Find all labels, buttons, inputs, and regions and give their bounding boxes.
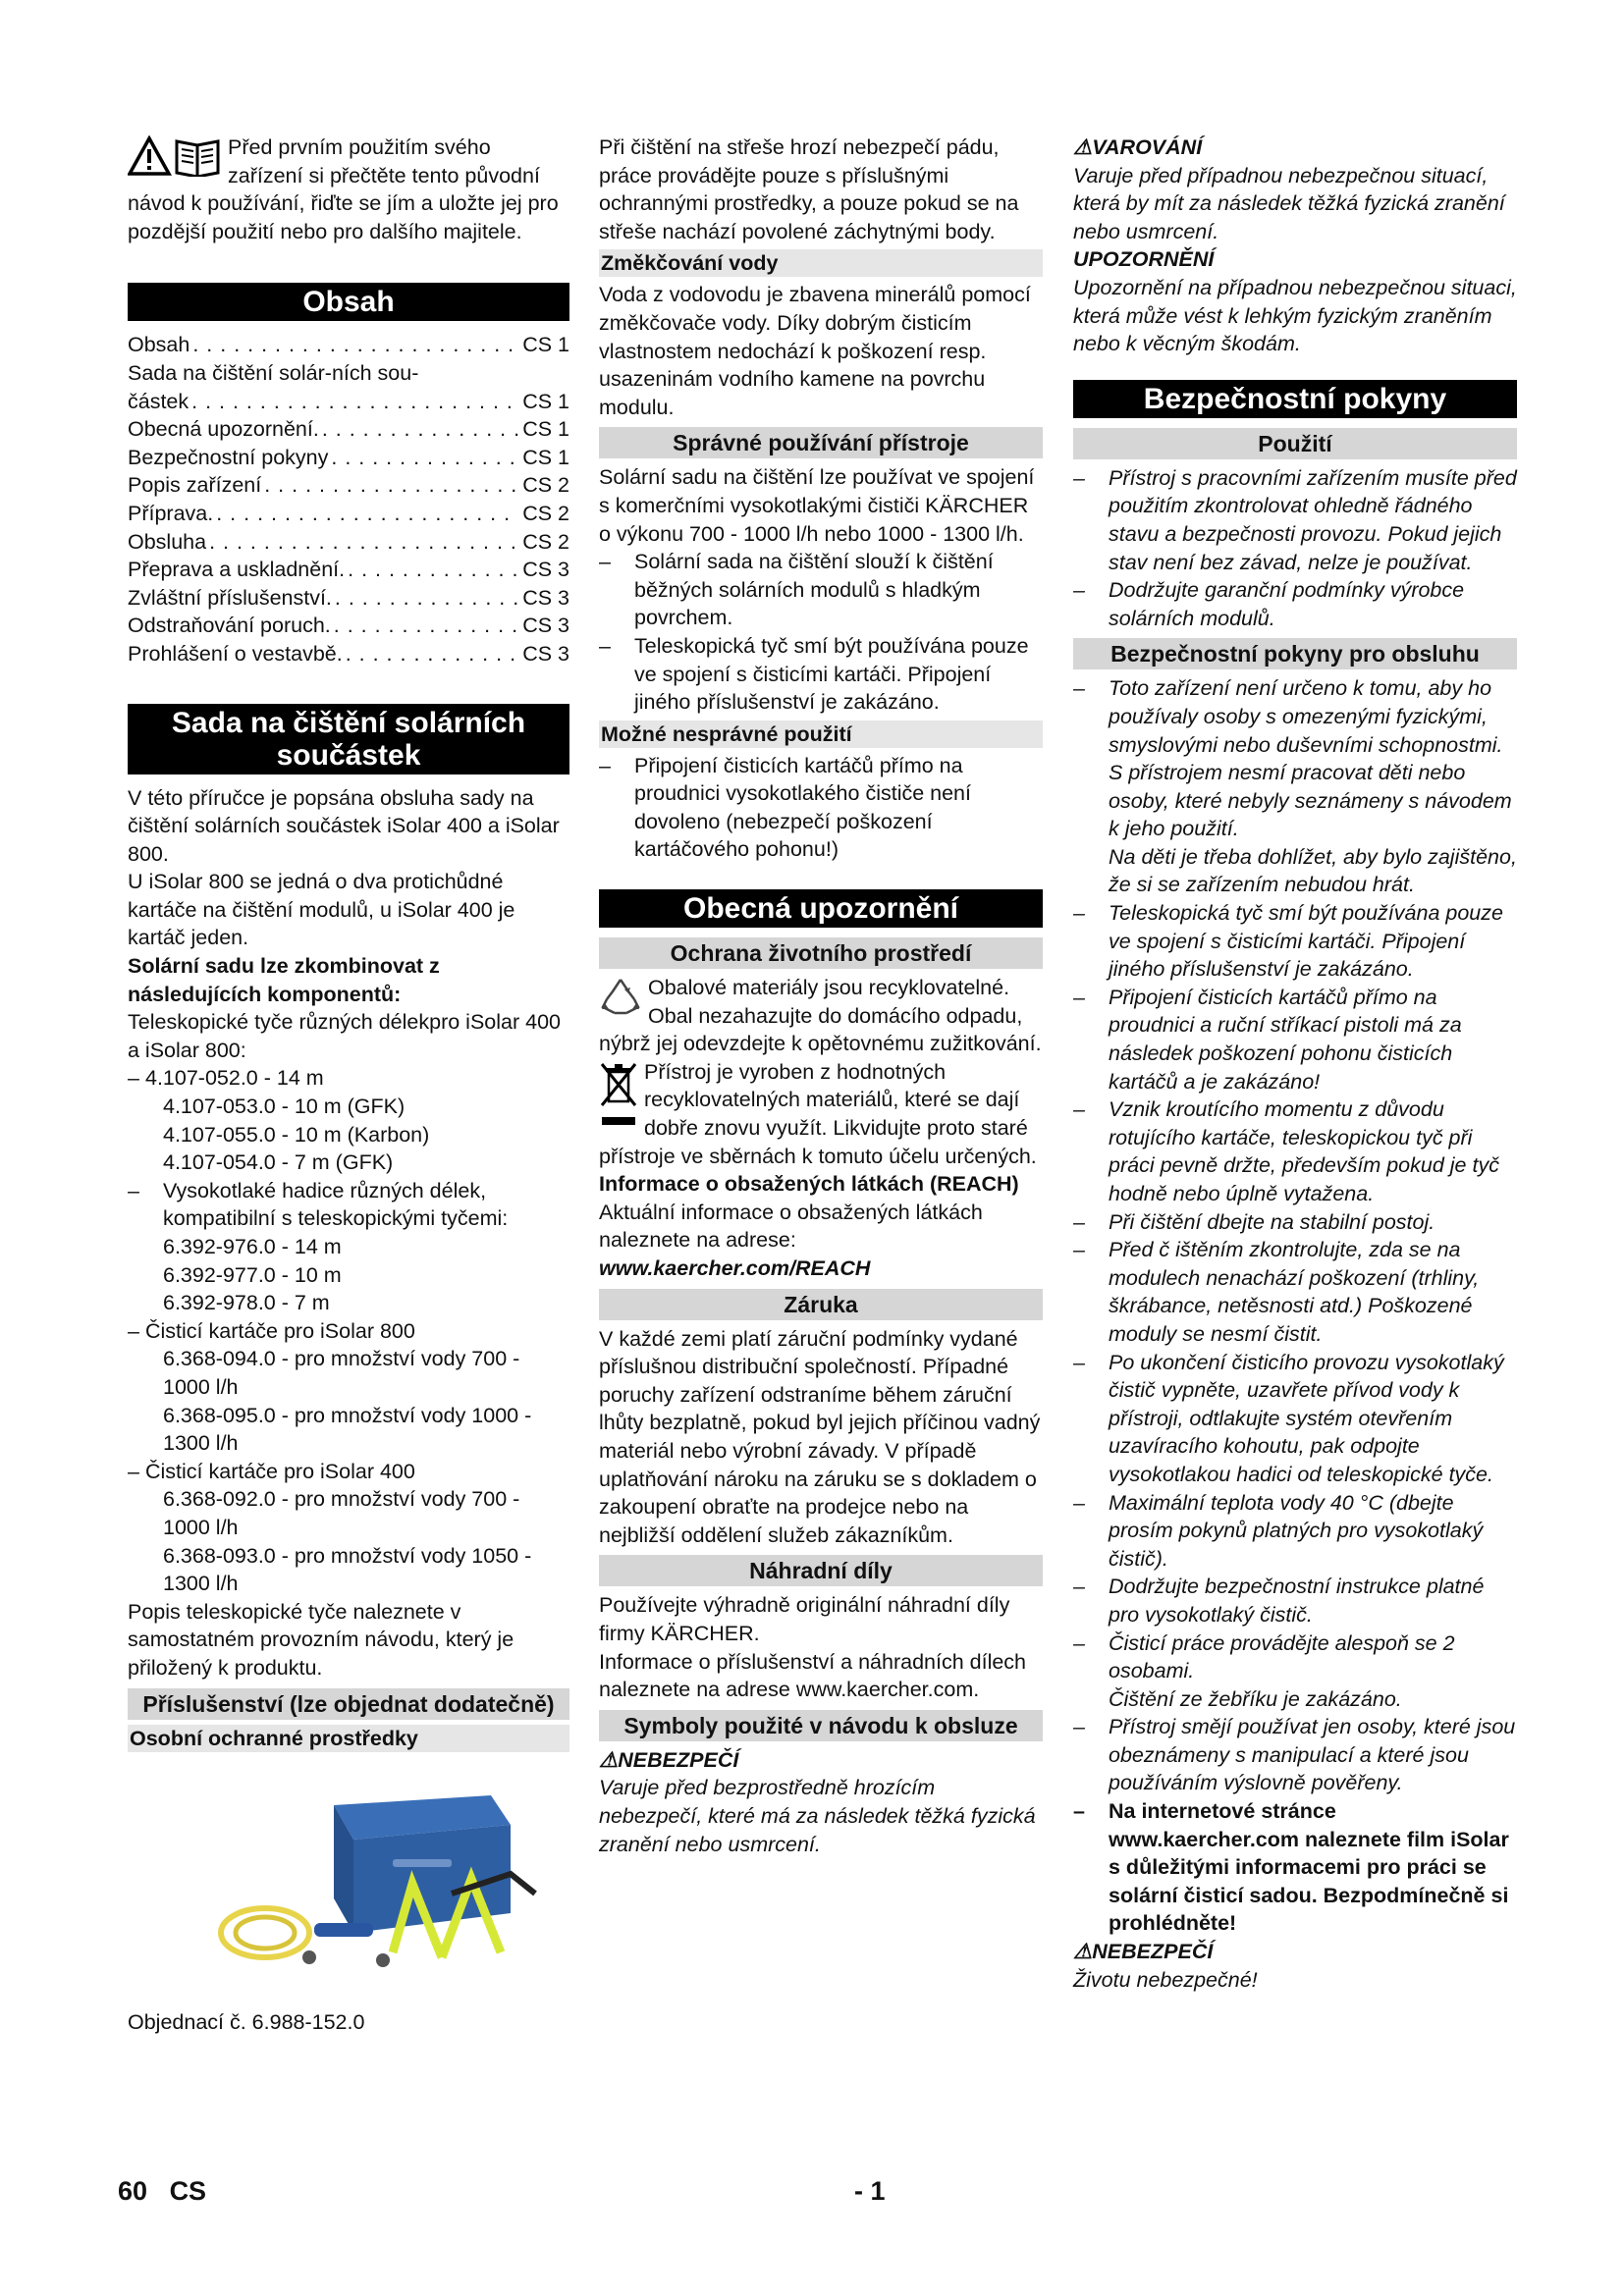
spare-parts-text: Informace o příslušenství a náhradních dílech naleznete na adrese www.kaercher.com. bbox=[599, 1649, 1027, 1702]
list-item: – Při čištění dbejte na stabilní postoj. bbox=[1073, 1209, 1435, 1234]
list-subitem: 6.392-976.0 - 14 m bbox=[163, 1235, 342, 1258]
warranty-text: V každé zemi platí záruční podmínky vydané příslušnou distribuční společností. Případné poruchy zařízení odstraníme během záruční lhůty bezplatně, pokud byl jejich příčinou vadný materiál nebo výrobní závady. V případě uplatňování nároku na záruku se s dokladem o zakoupení obraťte na prodejce nebo na nejbližší oddělení služeb zákazníkům. bbox=[599, 1326, 1041, 1547]
list-subitem: 6.368-095.0 - pro množství vody 1000 - 1300 l/h bbox=[163, 1403, 532, 1456]
list-item: – Maximální teplota vody 40 °C (dbejte prosím pokynů platných pro vysokotlaký čistič). bbox=[1073, 1490, 1484, 1571]
heading-general: Obecná upozornění bbox=[599, 889, 1043, 928]
danger-label: ⚠NEBEZPEČÍ bbox=[599, 1747, 739, 1772]
list-subitem: Čištění ze žebříku je zakázáno. bbox=[1109, 1686, 1402, 1711]
heading-correct-use: Správné používání přístroje bbox=[599, 427, 1043, 458]
recycling-icon bbox=[599, 976, 642, 1017]
heading-accessories: Příslušenství (lze objednat dodatečně) bbox=[128, 1688, 569, 1720]
order-number: Objednací č. 6.988-152.0 bbox=[128, 2010, 365, 2035]
warning-manual-icon bbox=[128, 135, 222, 177]
heading-water-softening: Změkčování vody bbox=[599, 249, 1043, 277]
caution-label: UPOZORNĚNÍ bbox=[1073, 247, 1215, 272]
toc-row[interactable]: Obsah . . . CS 1 bbox=[128, 331, 569, 359]
table-of-contents bbox=[128, 331, 569, 667]
roof-warning: Při čištění na střeše hrozí nebezpečí pádu, práce provádějte pouze s příslušnými ochrannými prostředky, a pouze pokud se na střeše nachází povolené záchytnými body. bbox=[599, 135, 1019, 243]
list-subitem: 6.368-093.0 - pro množství vody 1050 - 1300 l/h bbox=[163, 1543, 532, 1596]
crossed-bin-icon bbox=[599, 1060, 638, 1129]
warning-triangle-icon: ⚠ bbox=[1073, 1940, 1093, 1964]
toc-row[interactable]: Odstraňování poruch. . . . CS 3 bbox=[128, 612, 569, 640]
column-2 bbox=[599, 133, 1043, 1858]
list-item: – Čisticí práce provádějte alespoň se 2 osobami. bbox=[1073, 1630, 1455, 1683]
warning-text: Varuje před případnou nebezpečnou situací, která by mít za následek těžká fyzická zranění nebo usmrcení. bbox=[1073, 163, 1505, 243]
list-item: – Po ukončení čisticího provozu vysokotlaký čistič vypněte, uzavřete přívod vody k přístroji, odtlakujte systém otevřením uzavíracího kohoutu, pak odpojte vysokotlakou hadici od teleskopické tyče. bbox=[1073, 1350, 1504, 1486]
danger-text: Životu nebezpečné! bbox=[1073, 1967, 1258, 1992]
toc-row[interactable]: částek . . . CS 1 bbox=[128, 388, 569, 416]
list-item: – Vznik kroutícího momentu z důvodu rotujícího kartáče, teleskopickou tyč při práci pevně držte, především pokud je tyč hodně nebo úplně vytažena. bbox=[1073, 1097, 1499, 1205]
toc-row[interactable]: Sada na čištění solár-ních sou- bbox=[128, 360, 419, 385]
list-item: – Teleskopická tyč smí být používána pouze ve spojení s čisticími kartáči. Připojení jiného příslušenství je zakázáno. bbox=[599, 633, 1029, 715]
recycling-block bbox=[599, 974, 1043, 1058]
toc-row[interactable]: Prohlášení o vestavbě. . . . CS 3 bbox=[128, 640, 569, 668]
intro-block bbox=[128, 133, 569, 245]
page-number: 60 CS bbox=[118, 2176, 207, 2206]
spare-parts-text: Používejte výhradně originální náhradní díly firmy KÄRCHER. bbox=[599, 1593, 1010, 1645]
danger-label: ⚠NEBEZPEČÍ bbox=[1073, 1940, 1214, 1964]
water-softening-text: Voda z vodovodu je zbavena minerálů pomocí změkčovače vody. Díky dobrým čisticím vlastnostem nedochází k poškození resp. usazeninám vodního kamene na povrchu modulu. bbox=[599, 283, 1031, 419]
warning-label: ⚠VAROVÁNÍ bbox=[1073, 135, 1203, 159]
weee-block bbox=[599, 1058, 1043, 1170]
env-text-2: Přístroj je vyroben z hodnotných recyklovatelných materiálů, které se dají dobře znovu využít. Likvidujte proto staré přístroje ve sběrnách k tomuto účelu určených. bbox=[599, 1059, 1037, 1168]
warning-triangle-icon: ⚠ bbox=[599, 1747, 619, 1772]
heading-warranty: Záruka bbox=[599, 1289, 1043, 1320]
safety-equipment-photo bbox=[216, 1786, 540, 1982]
heading-misuse: Možné nesprávné použití bbox=[599, 721, 1043, 748]
toc-row[interactable]: Obsluha . . . CS 2 bbox=[128, 528, 569, 557]
heading-safety: Bezpečnostní pokyny bbox=[1073, 380, 1517, 418]
column-1 bbox=[128, 133, 569, 2037]
sada-paragraph: Teleskopické tyče různých délekpro iSolar 400 a iSolar 800: bbox=[128, 1010, 561, 1062]
correct-use-text: Solární sadu na čištění lze používat ve spojení s komerčními vysokotlakými čističi KÄRCHER o výkonu 700 - 1000 l/h nebo 1000 - 1300 l/h. bbox=[599, 465, 1035, 546]
reach-heading: Informace o obsažených látkách (REACH) bbox=[599, 1172, 1019, 1197]
caution-text: Upozornění na případnou nebezpečnou situaci, která může vést k lehkým fyzickým zraněním nebo k věcným škodám. bbox=[1073, 275, 1517, 356]
list-subitem: 6.368-094.0 - pro množství vody 700 - 1000 l/h bbox=[163, 1347, 520, 1399]
list-subitem: 6.392-978.0 - 7 m bbox=[163, 1291, 330, 1315]
list-item: – Dodržujte bezpečnostní instrukce platné pro vysokotlaký čistič. bbox=[1073, 1575, 1485, 1627]
toc-row[interactable]: Popis zařízení . . . CS 2 bbox=[128, 471, 569, 500]
list-item: – 4.107-052.0 - 14 m bbox=[128, 1066, 324, 1091]
toc-row[interactable]: Obecná upozornění. . . . CS 1 bbox=[128, 415, 569, 444]
list-subitem: 4.107-053.0 - 10 m (GFK) bbox=[163, 1095, 406, 1119]
list-subitem: S přístrojem nesmí pracovat děti nebo osoby, které nebyly seznámeny s návodem k jeho použití. bbox=[1109, 761, 1512, 841]
toc-row[interactable]: Zvláštní příslušenství. . . . CS 3 bbox=[128, 584, 569, 613]
toc-row[interactable]: Příprava. . . . CS 2 bbox=[128, 500, 569, 528]
list-item: – Dodržujte garanční podmínky výrobce solárních modulů. bbox=[1073, 578, 1465, 630]
list-item: – Solární sada na čištění slouží k čištění běžných solárních modulů s hladkým povrchem. bbox=[599, 550, 994, 630]
list-item: – Čisticí kartáče pro iSolar 800 bbox=[128, 1318, 415, 1343]
list-subitem: Na děti je třeba dohlížet, aby bylo zajištěno, že si se zařízením nebudou hrát. bbox=[1109, 844, 1517, 897]
list-subitem: 6.368-092.0 - pro množství vody 700 - 1000 l/h bbox=[163, 1487, 520, 1539]
list-item: – Teleskopická tyč smí být používána pouze ve spojení s čisticími kartáči. Připojení jiného příslušenství je zakázáno. bbox=[1073, 901, 1503, 982]
heading-symbols: Symboly použité v návodu k obsluze bbox=[599, 1710, 1043, 1741]
env-text-1: Obalové materiály jsou recyklovatelné. Obal nezahazujte do domácího odpadu, nýbrž jej odevzdejte k opětovnému zužitkování. bbox=[599, 976, 1042, 1056]
warning-triangle-icon: ⚠ bbox=[1073, 135, 1093, 159]
heading-operator-safety: Bezpečnostní pokyny pro obsluhu bbox=[1073, 638, 1517, 669]
list-item: – Vysokotlaké hadice různých délek, kompatibilní s teleskopickými tyčemi: bbox=[128, 1178, 509, 1231]
reach-text: Aktuální informace o obsažených látkách naleznete na adrese: bbox=[599, 1200, 983, 1253]
list-item: – Před č ištěním zkontrolujte, zda se na modulech nenachází poškození (trhliny, škrábance, netěsnosti atd.) Poškozené moduly se nesmí čistit. bbox=[1073, 1238, 1480, 1346]
list-item: – Přístroj smějí používat jen osoby, které jsou obeznámeny s manipulací a které jsou používáním výslovně pověřeny. bbox=[1073, 1715, 1516, 1795]
danger-text: Varuje před bezprostředně hrozícím nebezpečí, které má za následek těžká fyzická zranění nebo usmrcení. bbox=[599, 1776, 1036, 1856]
reach-link[interactable]: www.kaercher.com/REACH bbox=[599, 1256, 871, 1280]
heading-obsah: Obsah bbox=[128, 283, 569, 321]
heading-environment: Ochrana životního prostředí bbox=[599, 937, 1043, 969]
list-item: – Toto zařízení není určeno k tomu, aby ho používaly osoby s omezenými fyzickými, smyslovými nebo duševními schopnostmi. bbox=[1073, 676, 1503, 757]
list-subitem: 4.107-055.0 - 10 m (Karbon) bbox=[163, 1122, 430, 1147]
list-item: – Přístroj s pracovními zařízením musíte před použitím zkontrolovat ohledně řádného stavu a bezpečnosti provozu. Pokud jejich stav není bez závad, nelze je používat. bbox=[1073, 465, 1517, 574]
list-item: – Na internetové stránce www.kaercher.com naleznete film iSolar s důležitými informacemi pro práci se solární čisticí sadou. Bezpodmínečně si prohlédněte! bbox=[1073, 1799, 1509, 1936]
sada-bold: Solární sadu lze zkombinovat z následujících komponentů: bbox=[128, 954, 440, 1006]
list-item: – Připojení čisticích kartáčů přímo na proudnici a ruční stříkací pistoli má za následek poškození pohonu čisticích kartáčů a je zakázáno! bbox=[1073, 985, 1462, 1094]
sada-paragraph: U iSolar 800 se jedná o dva protichůdné kartáče na čištění modulů, u iSolar 400 je kartáč jeden. bbox=[128, 870, 515, 950]
list-subitem: 4.107-054.0 - 7 m (GFK) bbox=[163, 1150, 394, 1175]
intro-text: Před prvním použitím svého zařízení si přečtěte tento původní návod k používání, řiďte se jím a uložte jej pro pozdější použití nebo pro dalšího majitele. bbox=[128, 135, 559, 243]
heading-use: Použití bbox=[1073, 428, 1517, 459]
heading-sada: Sada na čištění solárních součástek bbox=[128, 704, 569, 774]
column-3 bbox=[1073, 133, 1517, 1994]
list-item: – Připojení čisticích kartáčů přímo na proudnici vysokotlakého čističe není dovoleno (nebezpečí poškození kartáčového pohonu!) bbox=[599, 753, 971, 862]
heading-spare-parts: Náhradní díly bbox=[599, 1555, 1043, 1586]
toc-row[interactable]: Bezpečnostní pokyny . . . CS 1 bbox=[128, 444, 569, 472]
sada-paragraph: V této příručce je popsána obsluha sady na čištění solárních součástek iSolar 400 a iSolar 800. bbox=[128, 785, 560, 866]
toc-row[interactable]: Přeprava a uskladnění. . . . CS 3 bbox=[128, 556, 569, 584]
sada-paragraph: Popis teleskopické tyče naleznete v samostatném provozním návodu, který je přiložený k produktu. bbox=[128, 1599, 514, 1680]
page-sequence: - 1 bbox=[854, 2176, 886, 2206]
list-subitem: 6.392-977.0 - 10 m bbox=[163, 1262, 342, 1287]
list-item: – Čisticí kartáče pro iSolar 400 bbox=[128, 1459, 415, 1483]
heading-ppe: Osobní ochranné prostředky bbox=[128, 1725, 569, 1752]
